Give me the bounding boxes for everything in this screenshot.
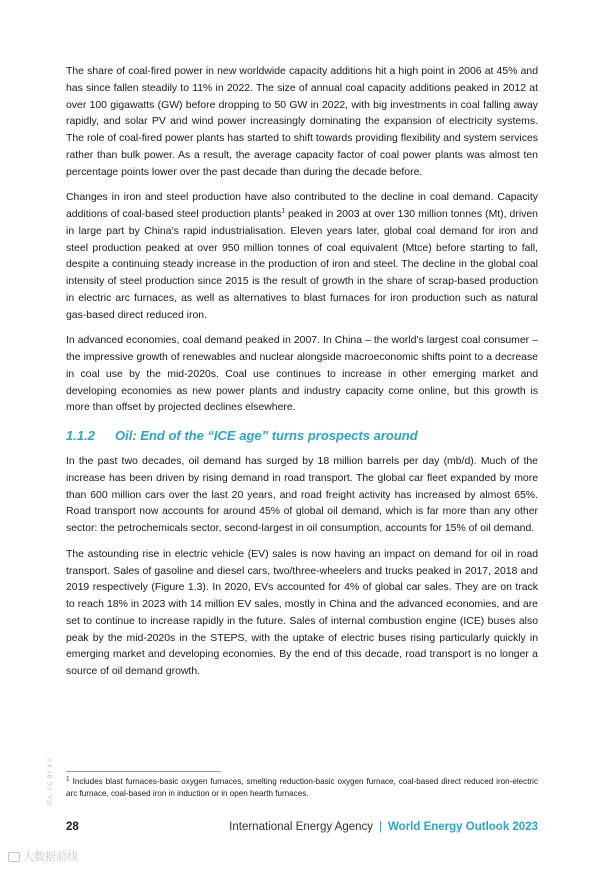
page-footer: [66, 818, 538, 836]
paragraph-oil-demand: In the past two decades, oil demand has surged by 18 million barrels per day (mb/d). Much of the increase has been driven by rising demand in road transport. The global car fleet expanded by more than 600 million cars over the last 20 years, and road freight activity has increased by almost 65%. Road transport now accounts for around 45% of global oil demand, which is far more than any other sector: the petrochemicals sector, second-largest in oil consumption, accounts for 15% of oil demand.: [66, 456, 538, 534]
watermark-text: 大数据前线: [23, 851, 78, 863]
footer-organization: International Energy Agency: [229, 821, 374, 833]
footnote-text: Includes blast furnaces-basic oxygen furnaces, smelting reduction-basic oxygen furnace, coal-based direct reduced iron-electric arc furnace, coal-based iron in induction or in open hearth furnaces.: [66, 777, 538, 798]
footer-publication-title: World Energy Outlook 2023: [388, 821, 538, 833]
section-number: 1.1.2: [66, 428, 95, 443]
footnote-divider: [66, 771, 221, 772]
paragraph-coal-power: The share of coal-fired power in new worldwide capacity additions hit a high point in 2006 at 45% and has since fallen steadily to 11% in 2022. The size of annual coal capacity additions peaked in 2012 at over 100 gigawatts (GW) before dropping to 50 GW in 2022, with big investments in coal falling away rapidly, and solar PV and wind power increasingly dominating the expansion of electricity systems. The role of coal-fired power plants has started to shift towards providing flexibility and system services rather than bulk power. As a result, the average capacity factor of coal power plants was almost ten percentage points lower over the past decade than during the decade before.: [66, 66, 538, 178]
footnote-reference[interactable]: 1: [281, 207, 285, 215]
license-notice: IEA. CC BY 4.0.: [48, 755, 54, 806]
footnote-marker: 1: [66, 775, 70, 783]
watermark: [8, 848, 78, 864]
footer-publication-info: [229, 818, 538, 836]
body-text: [66, 64, 538, 690]
paragraph-electric-vehicles: The astounding rise in electric vehicle (EV) sales is now having an impact on demand for oil in road transport. Sales of gasoline and diesel cars, two/three-wheelers and trucks peaked in 2017, 2018 and 2019 respectively (Figure 1.3). In 2020, EVs accounted for 4% of global car sales. They are on track to reach 18% in 2023 with 14 million EV sales, mostly in China and the advanced economies, and are set to continue to increase rapidly in the future. Sales of internal combustion engine (ICE) buses also peak by the mid-2020s in the STEPS, with the uptake of electric buses rising particularly quickly in emerging market and developing economies. By the end of this decade, road transport is no longer a source of oil demand growth.: [66, 548, 538, 677]
paragraph-iron-steel-part1: Changes in iron and steel production have also contributed to the decline in coal demand. Capacity additions of coal-based steel production plants: [66, 192, 538, 220]
footnote: [66, 776, 538, 800]
page-number: 28: [66, 821, 79, 833]
paragraph-iron-steel: [66, 190, 538, 324]
footer-separator: |: [379, 821, 383, 833]
chat-icon: [8, 852, 20, 862]
paragraph-iron-steel-part2: peaked in 2003 at over 130 million tonnes (Mt), driven in large part by China’s rapid industrialisation. Eleven years later, global coal demand for iron and steel production peaked at over 950 million tonnes of coal equivalent (Mtce) before starting to fall, despite a continuing steady increase in the production of iron and steel. The decline in the global coal intensity of steel production since 2015 is the result of growth in the share of scrap-based production in electric arc furnaces, as well as alternatives to blast furnaces for iron production such as natural gas-based direct reduced iron.: [66, 209, 538, 321]
paragraph-advanced-economies: In advanced economies, coal demand peaked in 2007. In China – the world’s largest coal consumer – the impressive growth of renewables and nuclear alongside macroeconomic shifts point to a decrease in coal use by the mid-2020s. Coal use continues to increase in other emerging market and developing economies as new power plants and industry capacity come online, but this growth is more than offset by projected declines elsewhere.: [66, 335, 538, 414]
section-heading: [66, 427, 538, 445]
section-title: Oil: End of the “ICE age” turns prospects around: [115, 428, 418, 443]
